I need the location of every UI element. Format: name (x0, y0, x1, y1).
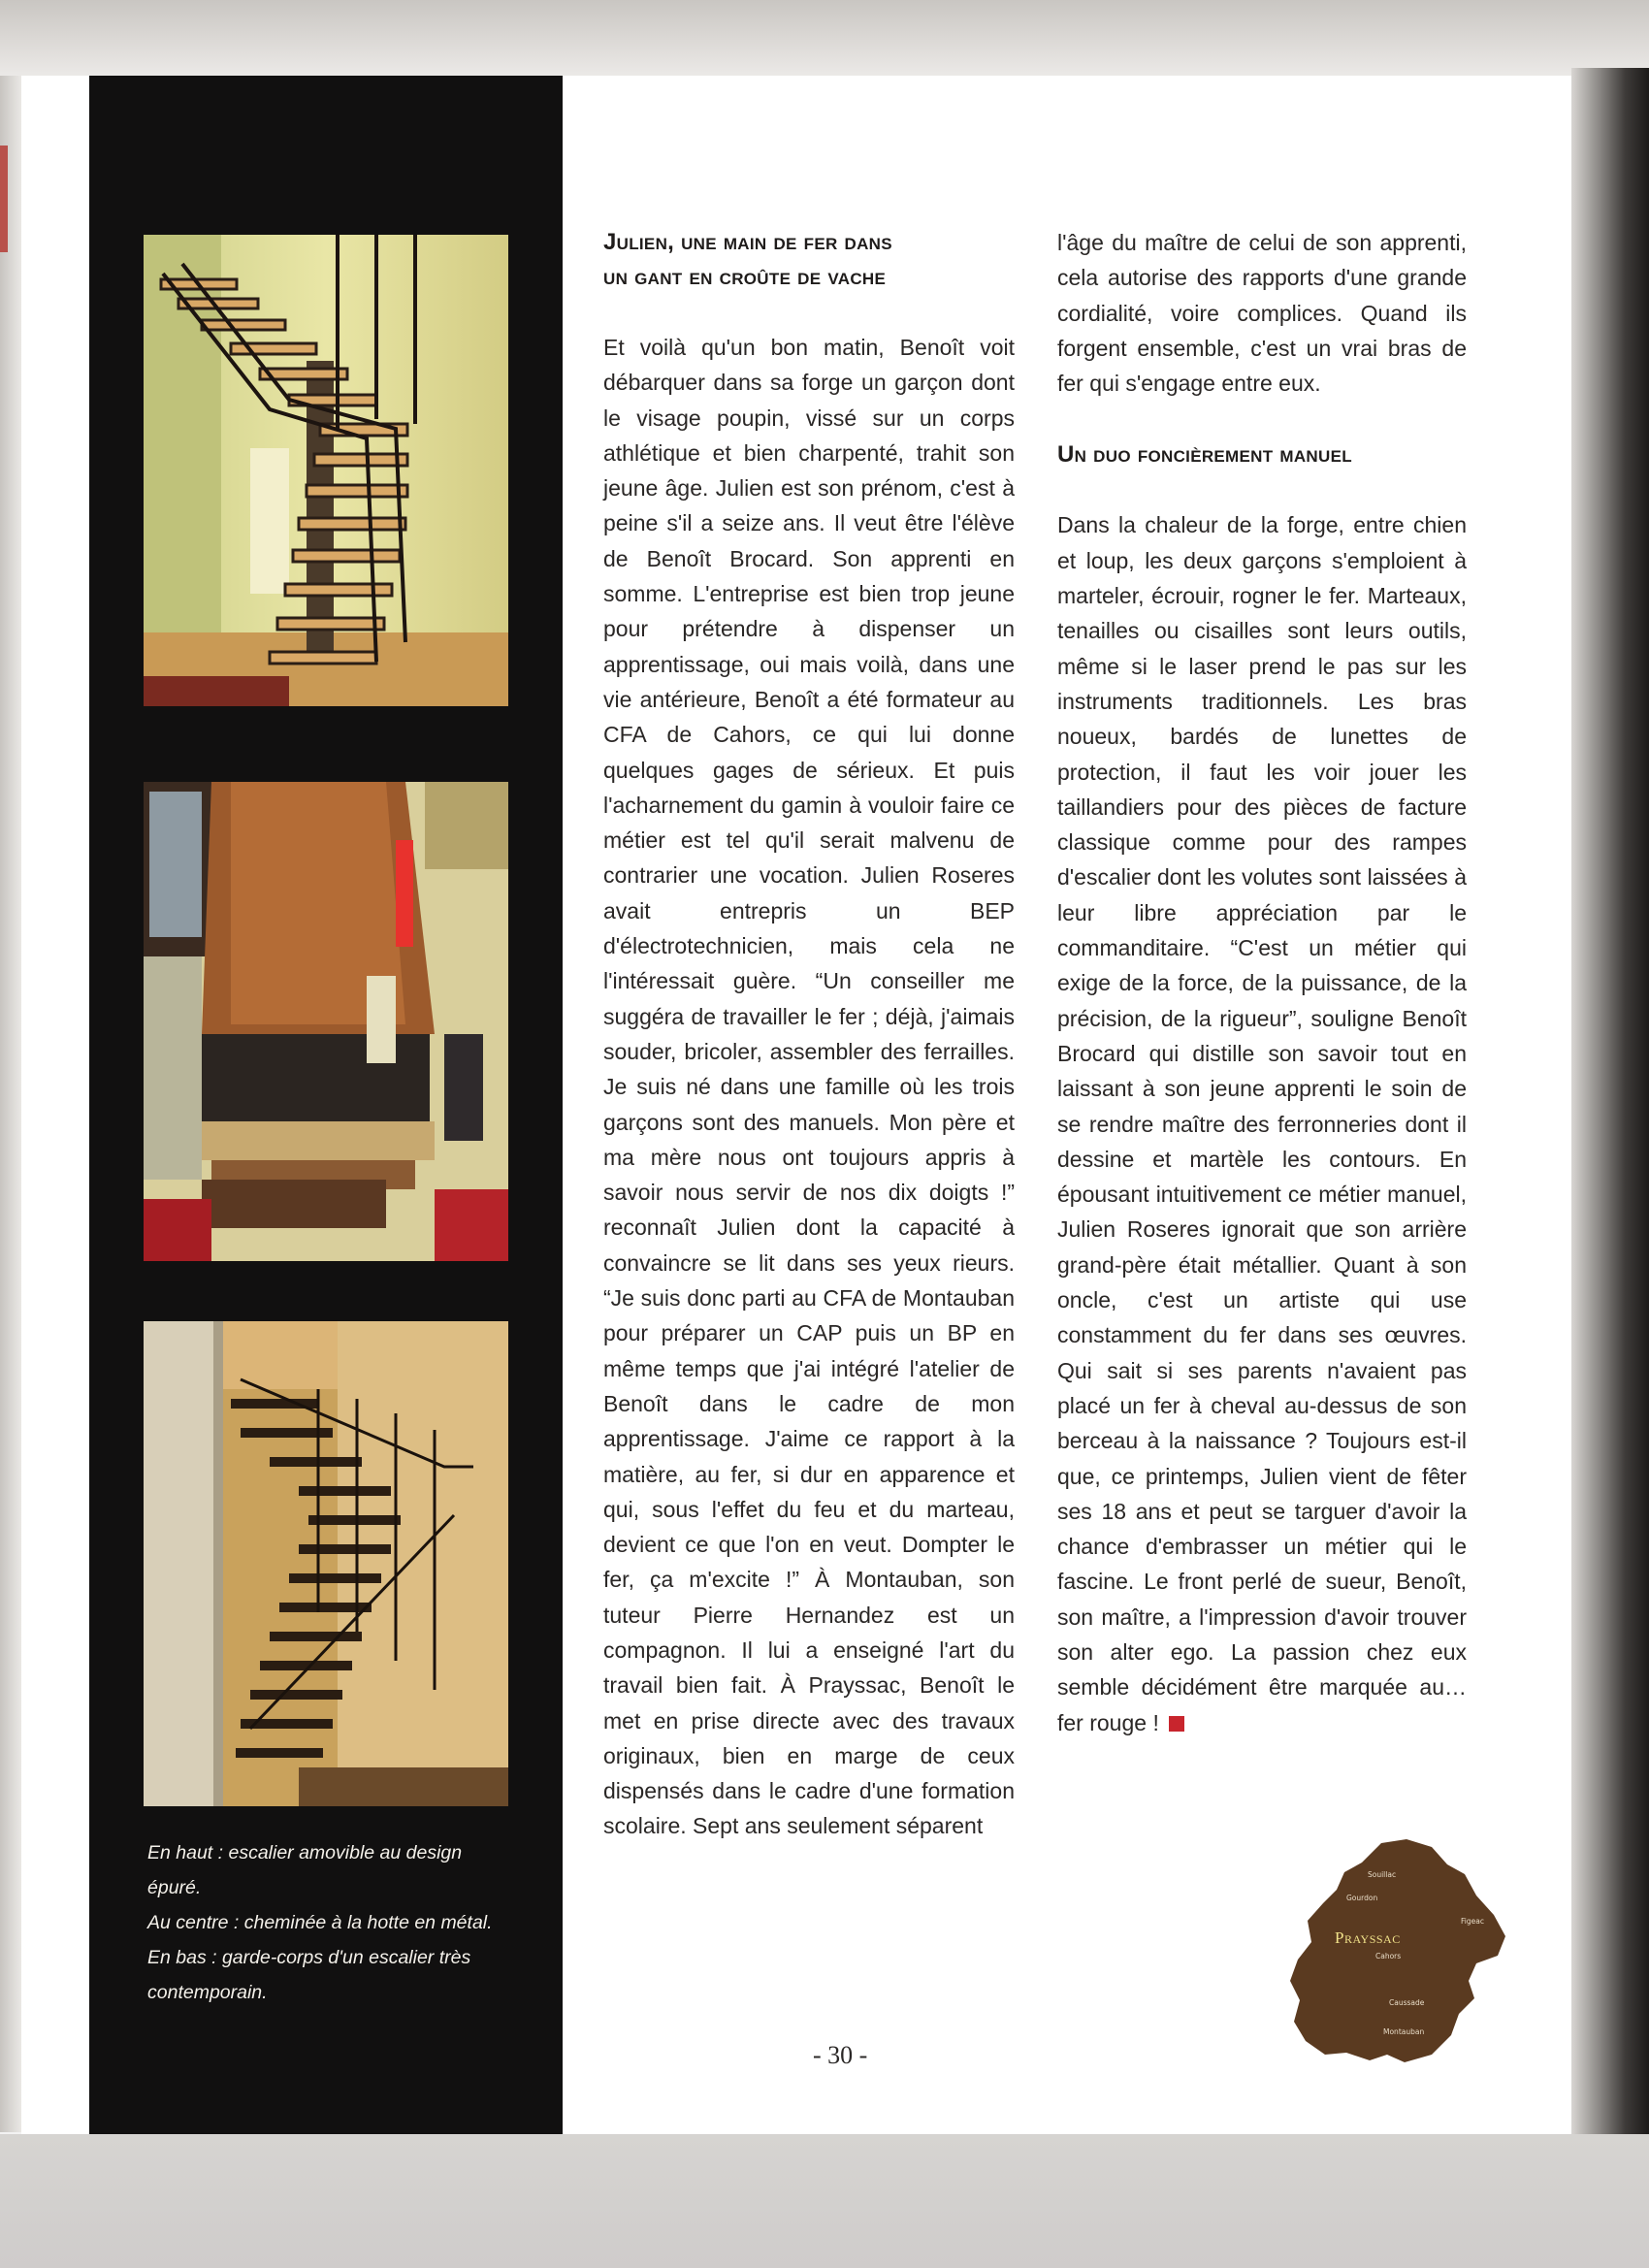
photo-captions (147, 1835, 516, 2010)
page-number: - 30 - (813, 2041, 868, 2069)
end-of-article-mark (1169, 1716, 1184, 1732)
photo-staircase-top (144, 235, 508, 706)
section-heading-1 (603, 225, 1015, 295)
caption-bottom: En bas : garde-corps d'un escalier très contemporain. (147, 1947, 471, 2003)
paragraph-2: l'âge du maître de celui de son apprenti, cela autorise des rapports d'une grande cordialité, voire complices. Quand ils forgent ensemble, c'est un vrai bras de fer qui s'engage entre eux. (1057, 230, 1467, 397)
scan-top-edge (0, 0, 1649, 76)
paragraph-3 (1057, 507, 1467, 1739)
caption-center: Au centre : cheminée à la hotte en métal. (147, 1912, 493, 1933)
heading-1-line-1: Julien, une main de fer dans (603, 229, 892, 255)
adjacent-page-edge (0, 146, 8, 252)
heading-1-line-2: un gant en croûte de vache (603, 264, 887, 290)
town-label: Cahors (1375, 1952, 1402, 1960)
article-column-1 (603, 225, 1015, 1844)
town-label: Figeac (1461, 1917, 1484, 1926)
region-map (1286, 1835, 1513, 2068)
binding-gutter (1571, 68, 1649, 2144)
article-column-2 (1057, 225, 1467, 1740)
town-label: Caussade (1389, 1998, 1425, 2007)
photo-staircase-bottom (144, 1321, 508, 1806)
paragraph-1: Et voilà qu'un bon matin, Benoît voit débarquer dans sa forge un garçon dont le visage poupin, vissé sur un corps athlétique et bien charpenté, trahit son jeune âge. Julien est son prénom, c'est à peine s'il a seize ans. Il veut être l'élève de Benoît Brocard. Son apprenti en somme. L'entreprise est bien trop jeune pour prétendre à dispenser un apprentissage, oui mais voilà, dans une vie antérieure, Benoît a été formateur au CFA de Cahors, ce qui lui donne quelques gages de sérieux. Et puis l'acharnement du gamin à vouloir faire ce métier est tel qu'il serait malvenu de contrarier une vocation. Julien Roseres avait entrepris un BEP d'électrotechnicien, mais cela ne l'intéressait guère. “Un conseiller me suggéra de travailler le fer ; déjà, j'aimais souder, bricoler, assembler des ferrailles. Je suis né dans une famille où les trois garçons sont des manuels. Mon père et ma mère nous ont toujours appris à savoir nous servir de nos dix doigts !” reconnaît Julien dont la capacité à convaincre se lit dans ses yeux rieurs. “Je suis donc parti au CFA de Montauban pour préparer un CAP puis un BP en même temps que j'ai intégré l'atelier de Benoît dans le cadre de mon apprentissage. J'aime ce rapport à la matière, au fer, si dur en apparence et qui, sous l'effet du feu et du marteau, devient ce que l'on en veut. Dompter le fer, ça m'excite !” À Montauban, son tuteur Pierre Hernandez est un compagnon. Il lui a enseigné l'art du travail bien fait. À Prayssac, Benoît le met en prise directe avec des travaux originaux, bien en marge de ceux dispensés dans le cadre d'une formation scolaire. Sept ans seulement séparent (603, 335, 1015, 1839)
scan-bottom-edge (0, 2134, 1649, 2268)
section-heading-2: Un duo foncièrement manuel (1057, 441, 1352, 469)
scan-left-edge (0, 76, 21, 2132)
paragraph-3-text: Dans la chaleur de la forge, entre chien et loup, les deux garçons s'emploient à marteler, écrouir, rogner le fer. Marteaux, tenailles ou cisailles sont leurs outils, même si le laser prend le pas sur les instruments traditionnels. Les bras noueux, bardés de lunettes de protection, il faut les voir jouer les taillandiers pour des pièces de facture classique comme pour des rampes d'escalier dont les volutes sont laissées à leur libre appréciation par le commanditaire. “C'est un métier qui exige de la force, de la puissance, de la précision, de la rigueur”, souligne Benoît Brocard qui distille son savoir tout en laissant à son jeune apprenti le soin de se rendre maître des ferronneries dont il dessine et martèle les contours. En épousant intuitivement ce métier manuel, Julien Roseres ignorait que son arrière grand-père était métallier. Quant à son oncle, c'est un artiste qui use constamment du fer dans ses œuvres. Qui sait si ses parents n'avaient pas placé un fer à cheval au-dessus de son berceau à la naissance ? Toujours est-il que, ce printemps, Julien vient de fêter ses 18 ans et peut se targuer d'avoir la chance d'embrasser un métier qui le fascine. Le front perlé de sueur, Benoît, son maître, a l'impression d'avoir trouver son alter ego. La passion chez eux semble décidément être marquée au… fer rouge ! (1057, 512, 1467, 1735)
town-label: Souillac (1368, 1870, 1397, 1879)
town-label: Montauban (1383, 2027, 1425, 2036)
town-label: Gourdon (1346, 1894, 1378, 1902)
prayssac-label: Prayssac (1335, 1928, 1401, 1947)
caption-top: En haut : escalier amovible au design épuré. (147, 1842, 463, 1898)
photo-fireplace-center (144, 782, 508, 1261)
